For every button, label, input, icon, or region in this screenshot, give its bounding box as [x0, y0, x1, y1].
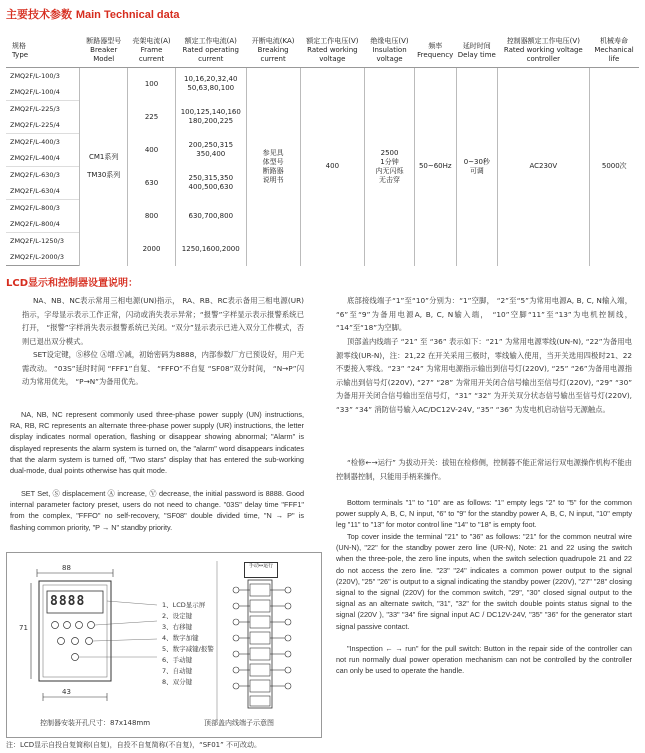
rated-current-cell: 10,16,20,32,40 50,63,80,100	[184, 75, 238, 93]
table-row: ZMQ2F/L-630/4	[6, 183, 639, 200]
rated-current-cell: 1250,1600,2000	[181, 244, 240, 253]
en-paragraph-4: Top cover inside the terminal "21" to "36" as follows: "21" for the common neutral wire (UN-N), "22" for the standby power zero line (UR-N), Note: 21 and 22 using the switch when the three-pole, the zero line inputs, when the switch selection quadrupole 21 and 22 do not access the zero line. "23" "24" indicates a common power output to the signal (220V), "25" "26" is output to a signal indicating the standby power (220V), "27" "28" closing signal to the signal (220V) for the common switch, "29", "30" closed signal output to the signal as an alternate switch, "31", "32" for the switch double points status signal to the signal (220V ), "33" "34" fire signal input AC / DC12V-24V, "35" "36" for the generator start signal passive contact.	[336, 532, 632, 631]
breaking-current-cell: 参见具 体型号 断路器 说明书	[246, 68, 300, 266]
table-row: ZMQ2F/L-2000/3	[6, 249, 639, 266]
table-row: ZMQ2F/L-800/3 800 630,700,800	[6, 200, 639, 217]
frame-current-cell: 2000	[128, 233, 176, 266]
cn-paragraph-3: 底部接线端子“1”至“10”分别为：“1”空脚， “2”至“5”为常用电源A, B, C, N输入端， “6”至“9”为备用电源A, B, C, N输入端， “10”空脚“11”至“13”为电机控制线， “14”至“18”为空脚。	[336, 296, 632, 332]
legend-item: 5、数字减键/报警	[162, 645, 214, 653]
delay-time-cell: 0~30秒 可调	[456, 68, 498, 266]
terminal-diagram-caption: 顶部盖内线端子示意图	[204, 719, 274, 727]
frame-current-cell: 225	[128, 101, 176, 134]
en-paragraph-2: SET Set, Ⓢ displacement Ⓐ increase, Ⓥ decrease, the initial password is 8888. Good internal parameter factory preset, users do not need to change. "03S" delay time "FFF1" from the complex, "FFFO" no self-recovery, "SF08" double divided time, "N → P" is flashing common priority, "P → N" standby priority.	[10, 489, 304, 532]
en-paragraph-3: Bottom terminals "1" to "10" are as follows: "1" empty legs "2" to "5" for the common power supply A, B, C, N input, "6" to "9" for the standby power A, B, C, N input, "10" empty leg "11" to "13" for motor control line "14" to "18" is empty foot.	[336, 498, 632, 530]
frame-current-cell: 630	[128, 167, 176, 200]
breaker-model-cell: CM1系列 TM30系列	[80, 68, 128, 266]
lcd-section-title: LCD显示和控制器设置说明：	[6, 278, 139, 289]
spec-table	[6, 34, 639, 266]
cn-paragraph-1: NA、NB、NC表示常用三相电源(UN)指示， RA、RB、RC表示备用三相电源(UR)指示，字母显示表示工作正常，闪动或消失表示异常；“报警”字样显示表示报警系统已打开， “报警”字样消失表示报警系统已关闭。“双分”显示表示已进入双分工作模式，否则已退出双分模式。	[22, 296, 304, 346]
legend-item: 3、右移键	[162, 623, 193, 631]
legend-item: 4、数字加键	[162, 634, 199, 642]
cn-paragraph-4: 顶部盖内线端子 “21” 至 “36” 表示如下：“21” 为常用电源零线(UN-N), “22”为备用电源零线(UR-N)，注：21,22 在开关采用三极时，零线输入使用，当开关选用四极时21、22不要接入零线。“23” “24” 为常用电源指示输出到信号灯(220V), “25” “26”为备用电源指示输出到信号灯(220V), “27” “28” 为常用开关闭合信号输出至信号灯(220V), “29” “30” 为备用开关闭合信号输出至信号灯，“31” “32” 为开关双分状态信号输出至信号灯(220V), “33” “34” 消防信号输入AC/DC12V-24V, “35” “36” 为发电机启动信号无源触点。	[336, 337, 632, 414]
table-row: ZMQ2F/L-100/3 CM1系列 TM30系列 100 10,16,20,32,40 50,63,80,100 参见具 体型号 断路器 说明书 400 2500 1分钟 内无闪烁 无击穿 50~60Hz 0~30秒 可调 AC230V 5000次	[6, 68, 639, 85]
table-row: ZMQ2F/L-225/4	[6, 117, 639, 134]
table-row: ZMQ2F/L-400/3 400 200,250,315 350,400	[6, 134, 639, 151]
en-paragraph-1: NA, NB, NC represent commonly used three-phase power supply (UN) instructions, RA, RB, RC represents an alternate three-phase power supply (UR) instructions, the letter display indicates normal operation, flashing or disappear showing abnormal; "Alarm" is displayed represents the alarm system is turned on, the "alarm" word disappears indicates that the alarm system is turned off, "Two stars" display that has entered the sub-working dual-mode, dual points otherwise has quit mode.	[10, 410, 304, 476]
legend-item: 2、设定键	[162, 612, 193, 620]
rated-current-cell: 200,250,315 350,400	[188, 141, 234, 158]
rated-current-cell: 100,125,140,160 180,200,225	[180, 108, 241, 125]
mounting-cutout-caption: 控制器安装开孔尺寸：87x148mm	[40, 719, 151, 727]
table-row: ZMQ2F/L-800/4	[6, 216, 639, 233]
legend-item: 1、LCD显示屏	[162, 601, 206, 609]
dimension-bottom-label: 43	[62, 688, 71, 696]
legend-item: 6、手动键	[162, 656, 193, 664]
table-row: ZMQ2F/L-225/3 225 100,125,140,160 180,200,225	[6, 101, 639, 118]
spec-table-header: 规格 Type 断路器型号 Breaker Model 壳架电流(A) Frame current 额定工作电流(A) Rated operating current 开断电流(KA) Breaking current 额定工作电压(V) Rated working voltage 绝缘电压(V) Insulation voltage 频率 Frequency 延时时间 Delay time 控制器额定工作电压(V) Rated working voltage controller 机械寿命 Mechanical life	[6, 34, 639, 68]
controller-voltage-cell: AC230V	[498, 68, 589, 266]
mechanical-life-cell: 5000次	[589, 68, 639, 266]
cn-paragraph-5: “检修←→运行” 为拔动开关：拔钮在检修侧，控制器不能正常运行双电源操作机构不能由控制器控制，只能用手柄来操作。	[336, 458, 632, 481]
terminal-block-diagram	[226, 562, 300, 712]
table-row: ZMQ2F/L-630/3 630 250,315,350 400,500,630	[6, 167, 639, 184]
legend-item: 7、自动键	[162, 667, 193, 675]
rated-current-cell: 630,700,800	[188, 211, 234, 220]
insulation-voltage-cell: 2500 1分钟 内无闪烁 无击穿	[365, 68, 415, 266]
dimension-top-label: 88	[62, 564, 71, 572]
legend-item: 8、双分键	[162, 678, 193, 686]
table-row: ZMQ2F/L-100/4	[6, 84, 639, 101]
footnote: 注：LCD显示自投自复简称(自复)，自投不自复简称(不自复)，“SF01” 不可改动。	[6, 741, 261, 749]
frequency-cell: 50~60Hz	[414, 68, 456, 266]
en-paragraph-5: "Inspection ← → run" for the pull switch: Button in the repair side of the controller can not run normally dual power operation mechanism can not be controlled by the controller can only be used to operate the handle.	[336, 644, 632, 676]
rated-voltage-cell: 400	[300, 68, 364, 266]
cn-paragraph-2: SET设定键，Ⓢ移位 Ⓐ增.Ⓥ减，初始密码为8888，内部参数厂方已预设好，用户无需改动。 “03S”延时时间 “FFF1”自复、 “FFFO”不自复 “SF08”双分时间， “N→P”闪动为常用优先， “P→N”为备用优先。	[22, 350, 304, 386]
frame-current-cell: 800	[128, 200, 176, 233]
table-row: ZMQ2F/L-400/4	[6, 150, 639, 167]
table-row: ZMQ2F/L-1250/3 2000 1250,1600,2000	[6, 233, 639, 250]
section-title: 主要技术参数 Main Technical data	[6, 8, 180, 21]
dimension-side-label: 71	[19, 624, 28, 632]
lcd-digits: 8888	[50, 594, 86, 609]
frame-current-cell: 100	[128, 68, 176, 101]
frame-current-cell: 400	[128, 134, 176, 167]
rated-current-cell: 250,315,350 400,500,630	[188, 174, 234, 191]
mode-switch: 手动↔运行	[244, 562, 278, 578]
terminal-block-drawing	[226, 562, 300, 712]
